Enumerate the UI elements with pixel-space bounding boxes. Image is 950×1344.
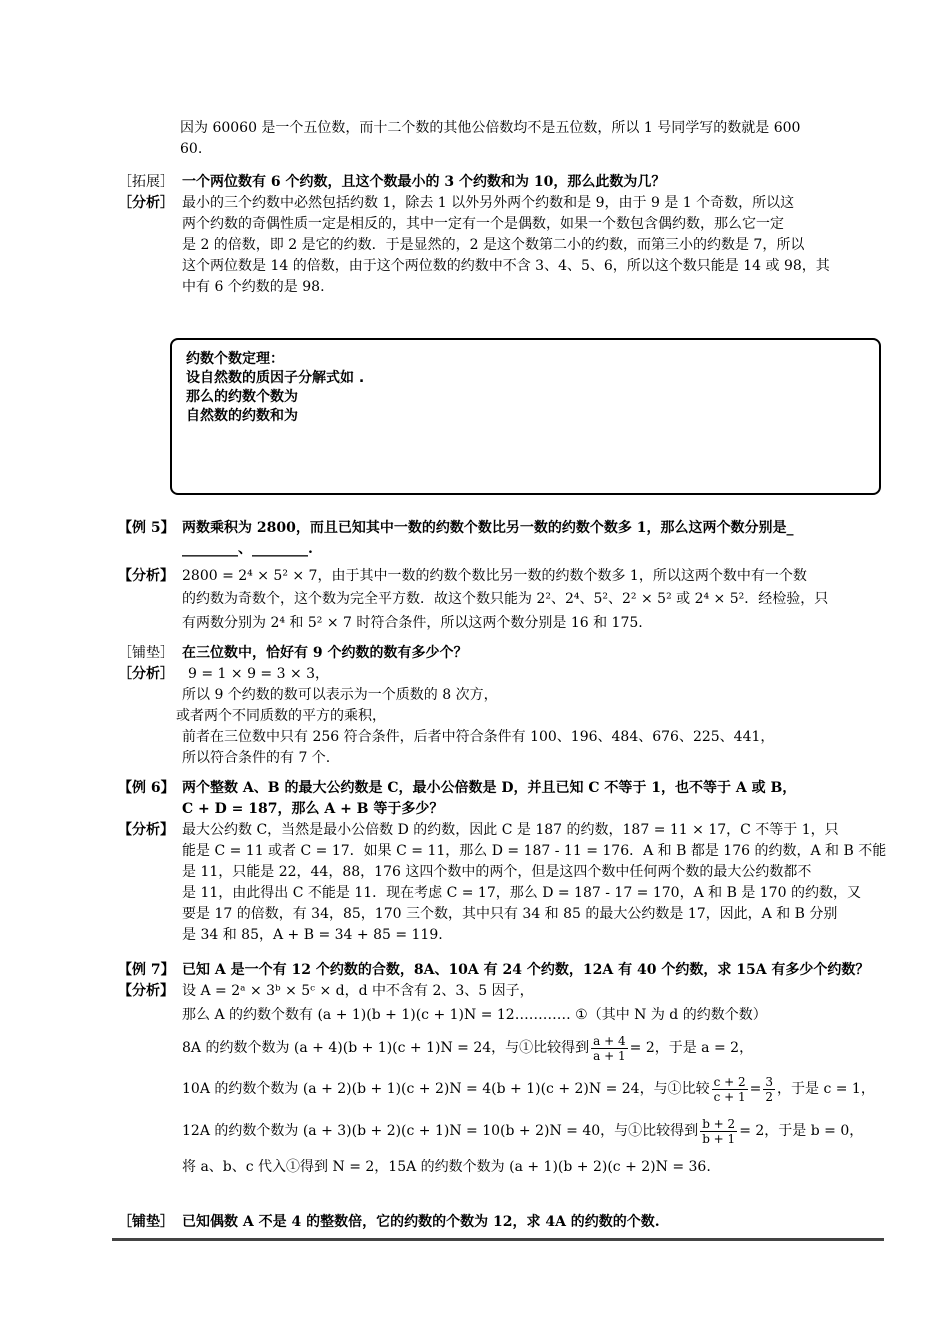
fraction-numerator: 3 [765, 1074, 773, 1089]
analysis-line: 是 2 的倍数，即 2 是它的约数．于是显然的，2 是这个数第二小的约数，而第三小的约数是 7，所以 [182, 237, 805, 253]
analysis-line: 最小的三个约数中必然包括约数 1，除去 1 以外另外两个约数和是 9，由于 9 是 1 个奇数，所以这 [182, 195, 795, 211]
pad-section [118, 643, 884, 769]
analysis-formula-line [118, 1028, 884, 1068]
fraction-denominator: c + 1 [713, 1089, 746, 1104]
pad-question: 已知偶数 A 不是 4 的整数倍，它的约数的个数为 12，求 4A 的约数的个数. [182, 1214, 660, 1230]
example-question-cont: C + D = 187，那么 A + B 等于多少？ [182, 801, 444, 817]
analysis-line: 或者两个不同质数的平方的乘积， [176, 708, 386, 724]
fraction-denominator: a + 1 [593, 1048, 626, 1063]
pad-tag: ［铺垫］ [118, 1214, 174, 1230]
analysis-line: 最大公约数 C，当然是最小公倍数 D 的约数，因此 C 是 187 的约数，187 = 11 × 17，C 不等于 1，只 [182, 822, 839, 838]
example-tag: 【例 5】 [118, 520, 175, 536]
fraction [700, 1117, 737, 1146]
analysis-line: 能是 C = 11 或者 C = 17．如果 C = 11，那么 D = 187 - 11 = 176．A 和 B 都是 176 的约数，A 和 B 不能 [182, 843, 887, 859]
theorem-line: 那么的约数个数为 [186, 389, 298, 405]
pad-question: 在三位数中，恰好有 9 个约数的数有多少个？ [182, 645, 468, 661]
extension-question: 一个两位数有 6 个约数，且这个数最小的 3 个约数和为 10，那么此数为几？ [182, 174, 666, 190]
formula-text: = [749, 1081, 762, 1097]
example-question: 已知 A 是一个有 12 个约数的合数，8A、10A 有 24 个约数，12A 有 40 个约数，求 15A 有多少个约数？ [182, 962, 870, 978]
analysis-line: 的约数为奇数个，这个数为完全平方数．故这个数只能为 2²、2⁴、5²、2² × 5² 或 2⁴ × 5²．经检验，只 [182, 591, 829, 607]
formula-text: = 2，于是 a = 2， [629, 1040, 754, 1056]
intro-paragraph [180, 118, 884, 160]
example-tag: 【例 6】 [118, 780, 175, 796]
analysis-line: 2800 = 2⁴ × 5² × 7，由于其中一数的约数个数比另一数的约数个数多 1，所以这两个数中有一个数 [182, 568, 807, 584]
formula-text: = 2，于是 b = 0， [739, 1123, 864, 1139]
theorem-title: 约数个数定理： [186, 351, 284, 367]
analysis-line: 前者在三位数中只有 256 符合条件，后者中符合条件有 100、196、484、676、225、441， [182, 729, 775, 745]
example-5 [118, 518, 884, 635]
analysis-line: 那么 A 的约数个数有 (a + 1)(b + 1)(c + 1)N = 12………… ①（其中 N 为 d 的约数个数） [182, 1007, 767, 1023]
analysis-tag: 【分析】 [118, 983, 174, 999]
example-7 [118, 960, 884, 1182]
intro-line: 60. [180, 141, 203, 157]
example-question: 两数乘积为 2800，而且已知其中一数的约数个数比另一数的约数个数多 1，那么这两个数分别是_ [182, 520, 794, 536]
intro-line: 因为 60060 是一个五位数，而十二个数的其他公倍数均不是五位数，所以 1 号同学写的数就是 600 [180, 120, 801, 136]
analysis-line: 这个两位数是 14 的倍数，由于这个两位数的约数中不含 3、4、5、6，所以这个数只能是 14 或 98，其 [182, 258, 830, 274]
example-question-cont: ________、________. [182, 541, 313, 557]
analysis-line: 是 34 和 85，A + B = 34 + 85 = 119. [182, 927, 443, 943]
extension-tag: ［拓展］ [118, 174, 174, 190]
formula-text: 12A 的约数个数为 (a + 3)(b + 2)(c + 1)N = 10(b + 2)N = 40，与①比较得到 [182, 1123, 699, 1139]
theorem-box [170, 338, 881, 495]
analysis-formula-line [118, 1068, 884, 1110]
fraction [763, 1075, 775, 1104]
analysis-line: 将 a、b、c 代入①得到 N = 2，15A 的约数个数为 (a + 1)(b + 2)(c + 2)N = 36. [182, 1159, 711, 1175]
fraction-denominator: b + 1 [702, 1131, 736, 1146]
analysis-tag: 【分析】 [118, 568, 174, 584]
analysis-line: 两个约数的奇偶性质一定是相反的，其中一定有一个是偶数，如果一个数包含偶约数，那么它一定 [182, 216, 784, 232]
analysis-formula-line [118, 1110, 884, 1152]
footer-divider [112, 1238, 884, 1241]
analysis-line: 所以 9 个约数的数可以表示为一个质数的 8 次方， [182, 687, 498, 703]
analysis-line: 要是 17 的倍数，有 34，85，170 三个数，其中只有 34 和 85 的最大公约数是 17，因此，A 和 B 分别 [182, 906, 838, 922]
analysis-line: 中有 6 个约数的是 98. [182, 279, 325, 295]
example-tag: 【例 7】 [118, 962, 175, 978]
fraction-numerator: a + 4 [593, 1033, 626, 1048]
example-question: 两个整数 A、B 的最大公约数是 C，最小公倍数是 D，并且已知 C 不等于 1，也不等于 A 或 B， [182, 780, 797, 796]
analysis-line: 是 11，由此得出 C 不能是 11．现在考虑 C = 17，那么 D = 187 - 17 = 170，A 和 B 是 170 的约数，又 [182, 885, 861, 901]
fraction [591, 1034, 627, 1063]
fraction [712, 1075, 748, 1104]
fraction-numerator: c + 2 [713, 1074, 746, 1089]
extension-section [118, 172, 884, 298]
analysis-tag: ［分析］ [118, 195, 174, 211]
fraction-numerator: b + 2 [702, 1116, 736, 1131]
formula-text: 8A 的约数个数为 (a + 4)(b + 1)(c + 1)N = 24，与①比较得到 [182, 1040, 590, 1056]
theorem-line: 自然数的约数和为 [186, 408, 298, 424]
analysis-tag: 【分析】 [118, 822, 174, 838]
formula-text: ，于是 c = 1， [777, 1081, 875, 1097]
analysis-line: 9 = 1 × 9 = 3 × 3， [188, 666, 330, 682]
analysis-line: 所以符合条件的有 7 个. [182, 750, 331, 766]
example-6 [118, 778, 887, 946]
pad-section-2 [118, 1212, 884, 1233]
analysis-line: 是 11，只能是 22，44，88，176 这四个数中的两个，但是这四个数中任何两个数的最大公约数都不 [182, 864, 812, 880]
pad-tag: ［铺垫］ [118, 645, 174, 661]
analysis-line: 设 A = 2ᵃ × 3ᵇ × 5ᶜ × d，d 中不含有 2、3、5 因子， [182, 983, 534, 999]
analysis-line: 有两数分别为 2⁴ 和 5² × 7 时符合条件，所以这两个数分别是 16 和 175. [182, 615, 643, 631]
theorem-line: 设自然数的质因子分解式如 . [186, 370, 365, 386]
formula-text: 10A 的约数个数为 (a + 2)(b + 1)(c + 2)N = 4(b + 1)(c + 2)N = 24，与①比较 [182, 1081, 710, 1097]
analysis-tag: ［分析］ [118, 666, 174, 682]
analysis-body [182, 193, 884, 214]
fraction-denominator: 2 [765, 1089, 773, 1104]
